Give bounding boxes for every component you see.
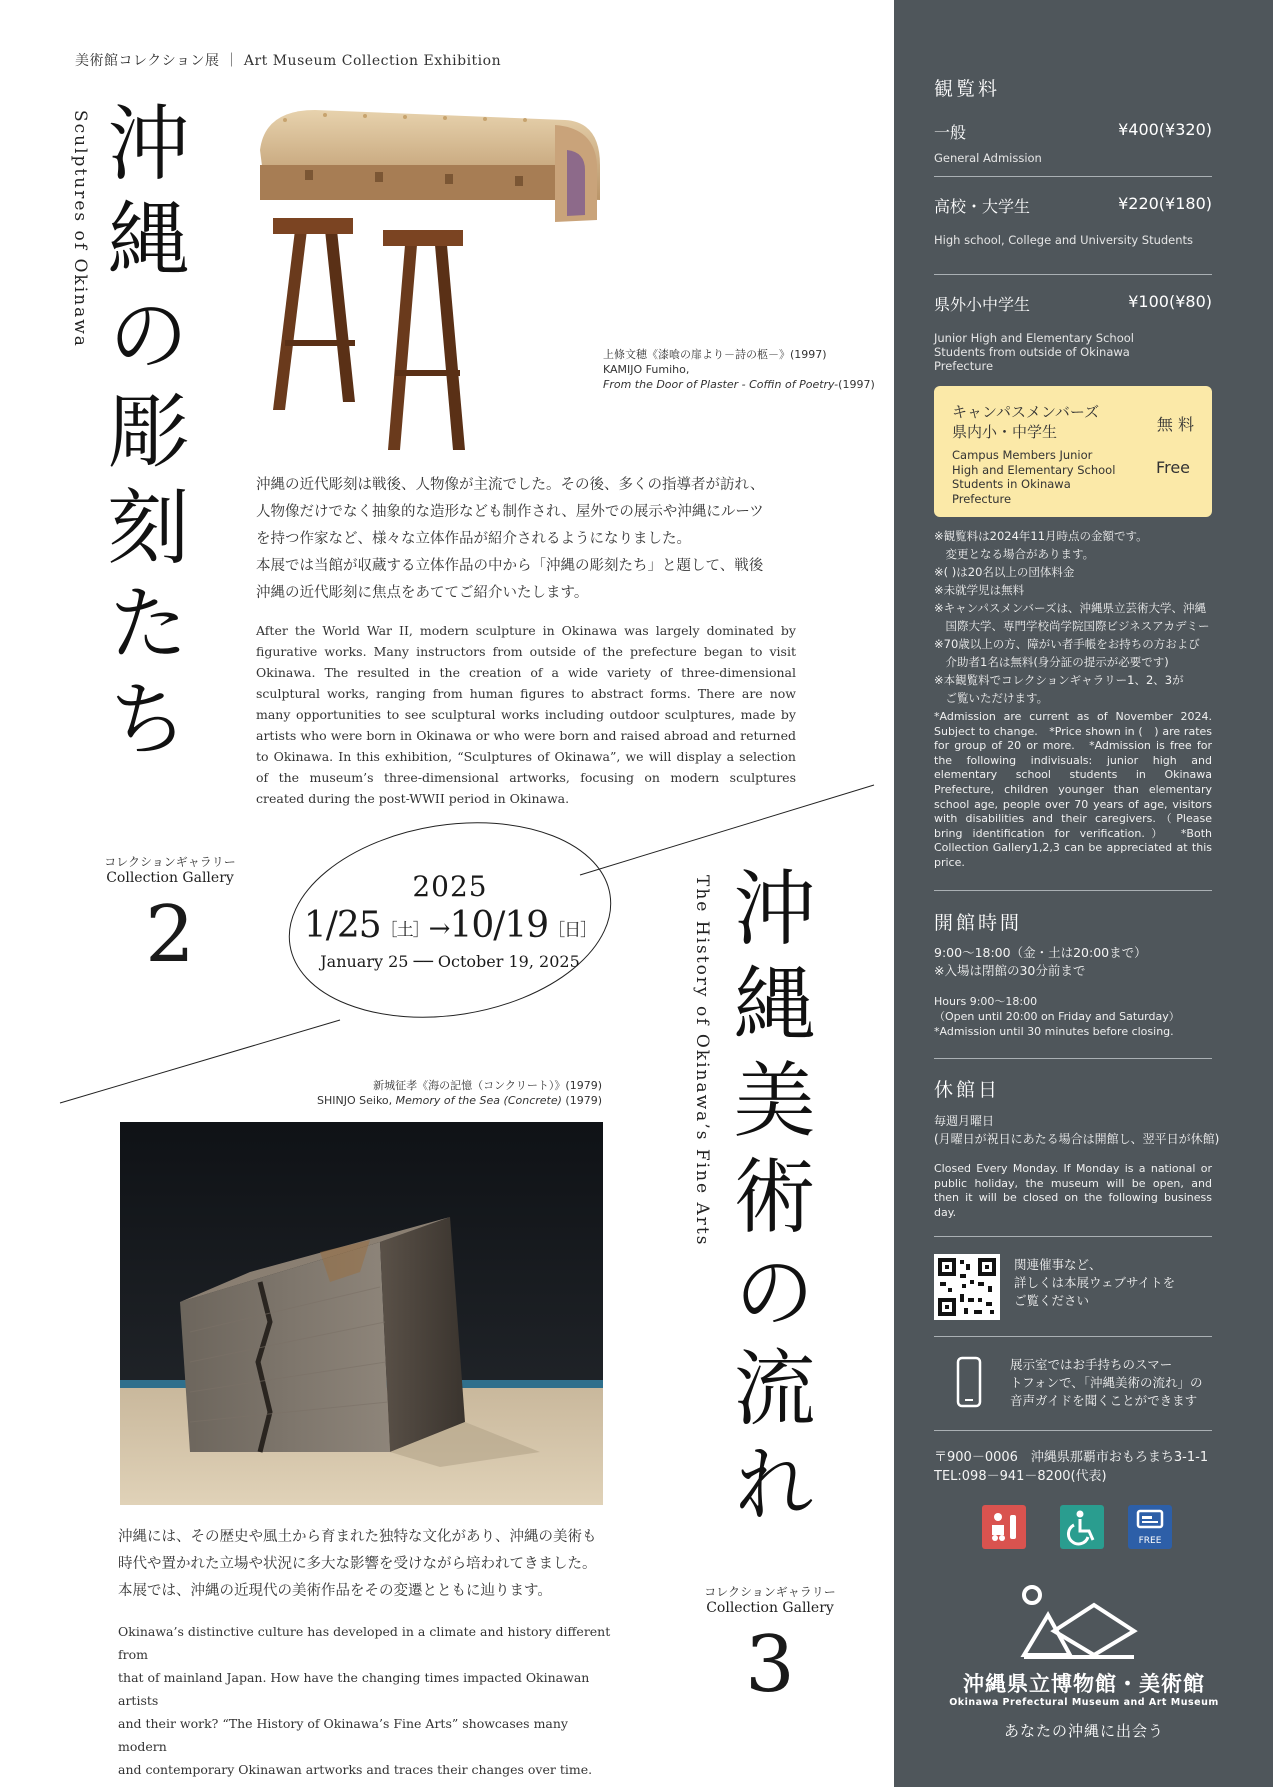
note-line: ※観覧料は2024年11月時点の金額です。 bbox=[934, 529, 1148, 543]
address-block bbox=[934, 1448, 1234, 1486]
qr-code-icon[interactable] bbox=[934, 1254, 1000, 1320]
divider bbox=[934, 1058, 1212, 1059]
note-line: 変更となる場合があります。 bbox=[934, 547, 1095, 561]
fee-heading: 観覧料 bbox=[934, 78, 1001, 100]
divider bbox=[934, 890, 1212, 891]
hours-heading: 開館時間 bbox=[934, 912, 1023, 934]
campus-name-1: キャンパスメンバーズ bbox=[952, 403, 1100, 421]
caption-coffin-year: (1997) bbox=[838, 378, 875, 391]
fee-name-en: High school, College and University Students bbox=[934, 233, 1194, 247]
body-line: 人物像だけでなく抽象的な造形なども制作され、屋外での展示や沖縄にルーツ bbox=[256, 504, 764, 520]
gallery-3-jp: コレクションギャラリー bbox=[704, 1585, 836, 1599]
address: 〒900－0006 沖縄県那覇市おもろまち3-1-1 bbox=[934, 1450, 1209, 1465]
body-history-en bbox=[118, 1620, 618, 1781]
note-line: 国際大学、専門学校尚学院国際ビジネスアカデミー bbox=[934, 619, 1210, 633]
note-line: ※( )は20名以上の団体料金 bbox=[934, 565, 1075, 579]
collection-gallery-3 bbox=[660, 1583, 880, 1710]
note-line: ご覧いただけます。 bbox=[934, 691, 1049, 705]
caption-sea bbox=[300, 1078, 602, 1108]
hours-line: （Open until 20:00 on Friday and Saturday） bbox=[934, 1010, 1180, 1023]
divider bbox=[934, 176, 1212, 177]
hours-line: *Admission until 30 minutes before closing. bbox=[934, 1025, 1174, 1038]
fee-name: 一般 bbox=[934, 123, 967, 142]
date-range bbox=[280, 905, 620, 946]
audio-line: 音声ガイドを聞くことができます bbox=[1010, 1393, 1198, 1408]
date-range-en: January 25 ── October 19, 2025 bbox=[320, 952, 580, 971]
closed-heading: 休館日 bbox=[934, 1079, 1001, 1101]
caption-sea-year: (1979) bbox=[561, 1094, 602, 1107]
fee-name: 県外小中学生 bbox=[934, 295, 1031, 314]
museum-name-en: Okinawa Prefectural Museum and Art Museum bbox=[949, 1697, 1219, 1708]
divider bbox=[934, 1430, 1212, 1431]
campus-name bbox=[952, 402, 1099, 442]
hours-line: ※入場は閉館の30分前まで bbox=[934, 963, 1086, 978]
body-line: 沖縄の近代彫刻に焦点をあててご紹介いたします。 bbox=[256, 585, 589, 601]
gallery-2-jp: コレクションギャラリー bbox=[104, 855, 236, 869]
closed-jp bbox=[934, 1112, 1234, 1148]
museum-name-jp: 沖縄県立博物館・美術館 bbox=[963, 1672, 1205, 1696]
note-line: 介助者1名は無料(身分証の提示が必要です) bbox=[934, 655, 1169, 669]
divider bbox=[934, 1336, 1212, 1337]
gallery-3-number: 3 bbox=[745, 1620, 795, 1710]
closed-line: 毎週月曜日 bbox=[934, 1114, 995, 1128]
caption-sea-title: Memory of the Sea (Concrete) bbox=[395, 1094, 562, 1107]
closed-en: Closed Every Monday. If Monday is a national or public holiday, the museum will be open, and then it will be closed on the following business day. bbox=[934, 1162, 1212, 1219]
campus-members-box bbox=[934, 386, 1212, 517]
museum-slogan: あなたの沖縄に出会う bbox=[1003, 1722, 1164, 1740]
caption-sea-jp: 新城征孝《海の記憶（コンクリート）》(1979) bbox=[373, 1079, 602, 1092]
fee-name-en: Junior High and Elementary School Students from outside of Okinawa Prefecture bbox=[934, 331, 1134, 373]
campus-free-en: Free bbox=[1156, 458, 1190, 477]
date-year: 2025 bbox=[412, 870, 488, 903]
fee-notes-jp bbox=[934, 527, 1234, 707]
body-line: 本展では当館が収蔵する立体作品の中から「沖縄の彫刻たち」と題して、戦後 bbox=[256, 558, 764, 574]
title-sculptures-jp: 沖縄の彫刻たち bbox=[94, 100, 189, 772]
fee-price: ¥100(¥80) bbox=[1128, 292, 1212, 311]
collection-gallery-2 bbox=[60, 853, 280, 980]
note-line: ※キャンパスメンバーズは、沖縄県立芸術大学、沖縄 bbox=[934, 601, 1206, 615]
gallery-3-en: Collection Gallery bbox=[706, 1600, 834, 1616]
fee-price: ¥400(¥320) bbox=[1118, 120, 1212, 139]
body-line: 本展では、沖縄の近現代の美術作品をその変遷とともに辿ります。 bbox=[118, 1583, 552, 1599]
exhibition-dates bbox=[280, 870, 620, 971]
gallery-2-en: Collection Gallery bbox=[106, 870, 234, 886]
audio-guide-text bbox=[1010, 1356, 1220, 1410]
fee-price: ¥220(¥180) bbox=[1118, 194, 1212, 213]
note-line: ※本観覧料でコレクションギャラリー1、2、3が bbox=[934, 673, 1184, 687]
divider bbox=[934, 274, 1212, 275]
qr-line: 関連催事など、 bbox=[1014, 1257, 1102, 1272]
body-line: 時代や置かれた立場や状況に多大な影響を受けながら培われてきました。 bbox=[118, 1556, 597, 1572]
qr-line: 詳しくは本展ウェブサイトを bbox=[1014, 1275, 1176, 1290]
note-line: ※70歳以上の方、障がい者手帳をお持ちの方および bbox=[934, 637, 1200, 651]
wheelchair-icon bbox=[1060, 1505, 1104, 1549]
painting-memory-of-the-sea bbox=[120, 1122, 603, 1505]
gallery-2-number: 2 bbox=[145, 890, 195, 980]
hours-jp bbox=[934, 944, 1234, 980]
closed-line: (月曜日が祝日にあたる場合は開館し、翌平日が休館) bbox=[934, 1132, 1220, 1146]
museum-logo-icon[interactable] bbox=[1014, 1585, 1144, 1665]
fee-notes-en: *Admission are current as of November 2024. Subject to change. *Price shown in ( ) are rates for group of 20 or more. *Admission is free for the following indivisuals: junior high and elementary school students in Okinawa Prefecture, children younger than elementary school age, people over 70 years of age, visitors with disabilities and their caregivers.（Please bring identification for verification.） *Both Collection Gallery1,2,3 can be appreciated at this price. bbox=[934, 710, 1212, 869]
free-wifi-icon bbox=[1128, 1505, 1172, 1549]
date-end-day: ［日］ bbox=[548, 920, 597, 941]
date-end: 10/19 bbox=[449, 905, 549, 946]
body-line: Okinawa’s distinctive culture has developed in a climate and history different from bbox=[118, 1624, 611, 1662]
body-line: and their work? “The History of Okinawa’s Fine Arts” showcases many modern bbox=[118, 1716, 568, 1754]
hours-line: 9:00〜18:00（金・土は20:00まで） bbox=[934, 945, 1147, 960]
nursing-room-icon bbox=[982, 1505, 1026, 1549]
fee-students bbox=[934, 194, 1212, 247]
audio-line: トフォンで、「沖縄美術の流れ」の bbox=[1010, 1375, 1203, 1390]
campus-free-jp: 無 料 bbox=[1156, 415, 1194, 434]
body-history-jp bbox=[118, 1524, 618, 1605]
note-line: ※未就学児は無料 bbox=[934, 583, 1025, 597]
free-badge: FREE bbox=[1138, 1536, 1162, 1546]
body-line: を持つ作家など、様々な立体作品が紹介されるようになりました。 bbox=[256, 531, 691, 547]
date-start: 1/25 bbox=[303, 905, 381, 946]
qr-line: ご覧ください bbox=[1014, 1293, 1090, 1308]
campus-name-en: Campus Members Junior High and Elementary School Students in Okinawa Prefecture bbox=[952, 448, 1116, 506]
title-history-jp: 沖縄美術の流れ bbox=[720, 865, 815, 1537]
audio-line: 展示室ではお手持ちのスマー bbox=[1010, 1357, 1173, 1372]
header-line: 美術館コレクション展 ｜ Art Museum Collection Exhibition bbox=[75, 53, 502, 69]
telephone: TEL:098－941－8200(代表) bbox=[934, 1469, 1107, 1484]
qr-text bbox=[1014, 1256, 1214, 1310]
campus-name-2: 県内小・中学生 bbox=[952, 423, 1058, 441]
title-history-en: The History of Okinawa’s Fine Arts bbox=[692, 875, 712, 1247]
date-start-day: ［土］ bbox=[380, 920, 429, 941]
hours-en bbox=[934, 994, 1234, 1039]
fee-general bbox=[934, 120, 1212, 165]
body-sculptures-en: After the World War II, modern sculpture in Okinawa was largely dominated by figurative works. Many instructors from outside of the prefecture began to visit Okinawa. The resulted in the creation of a wide variety of three-dimensional sculptural works, ranging from human figures to abstract forms. There are now many opportunities to see sculptural works including outdoor sculptures, made by artists who were born in Okinawa or who were born and raised abroad and returned to Okinawa. In this exhibition, “Sculptures of Okinawa”, we will display a selection of the museum’s three-dimensional artworks, focusing on modern sculptures created during the post-WWII period in Okinawa. bbox=[256, 623, 796, 806]
title-sculptures-en: Sculptures of Okinawa bbox=[70, 110, 90, 348]
divider bbox=[934, 1236, 1212, 1237]
body-line: and contemporary Okinawan artworks and traces their changes over time. bbox=[118, 1762, 593, 1777]
caption-coffin-title: From the Door of Plaster - Coffin of Poetry- bbox=[603, 378, 839, 391]
fee-name: 高校・大学生 bbox=[934, 197, 1031, 216]
body-line: 沖縄の近代彫刻は戦後、人物像が主流でした。その後、多くの指導者が訪れ、 bbox=[256, 477, 765, 493]
arrow-icon: → bbox=[428, 914, 450, 944]
body-line: that of mainland Japan. How have the changing times impacted Okinawan artists bbox=[118, 1670, 590, 1708]
smartphone-icon bbox=[956, 1356, 982, 1408]
caption-coffin-jp: 上條文穂《漆喰の扉より－詩の柩－》(1997) bbox=[603, 348, 827, 361]
body-line: 沖縄には、その歴史や風土から育まれた独特な文化があり、沖縄の美術も bbox=[118, 1529, 597, 1545]
fee-junior bbox=[934, 292, 1212, 373]
caption-coffin-artist: KAMIJO Fumiho, bbox=[603, 363, 690, 376]
fee-name-en: General Admission bbox=[934, 151, 1042, 165]
hours-line: Hours 9:00〜18:00 bbox=[934, 995, 1038, 1008]
info-panel bbox=[894, 0, 1273, 1787]
caption-sea-artist: SHINJO Seiko, bbox=[317, 1094, 396, 1107]
